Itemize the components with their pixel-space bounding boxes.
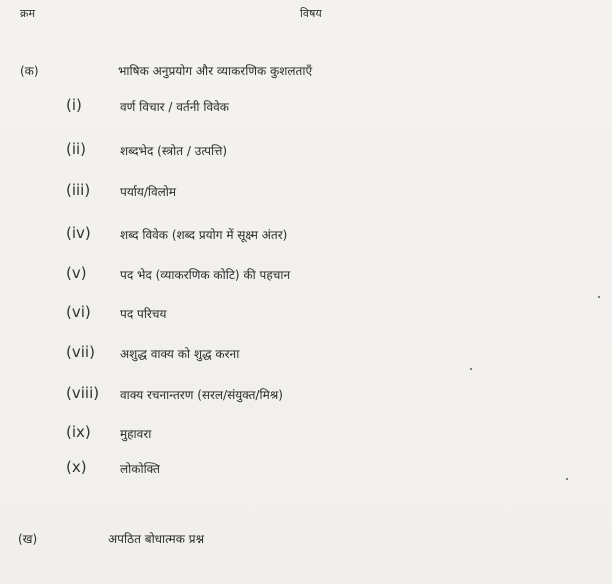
item-text: शब्द विवेक (शब्द प्रयोग में सूक्ष्म अंतर) — [120, 228, 288, 242]
item-number: (v) — [66, 264, 87, 282]
list-item — [0, 423, 612, 445]
item-number: (viii) — [66, 384, 100, 402]
section-a-label: (क) — [20, 64, 39, 78]
column-header-kram: क्रम — [20, 7, 36, 20]
item-text: मुहावरा — [120, 427, 152, 441]
item-number: (iv) — [66, 224, 91, 242]
item-text: अशुद्ध वाक्य को शुद्ध करना — [120, 347, 240, 361]
item-text: वर्ण विचार / वर्तनी विवेक — [120, 100, 230, 114]
item-number: (ii) — [66, 140, 87, 158]
list-item — [0, 264, 612, 286]
list-item — [0, 96, 612, 118]
section-a-title: भाषिक अनुप्रयोग और व्याकरणिक कुशलताएँ — [118, 64, 313, 78]
scan-speck — [566, 478, 568, 480]
item-text: पद परिचय — [120, 307, 167, 321]
list-item — [0, 343, 612, 365]
item-number: (ix) — [66, 423, 91, 441]
list-item — [0, 303, 612, 325]
list-item — [0, 384, 612, 406]
item-text: वाक्य रचनान्तरण (सरल/संयुक्त/मिश्र) — [120, 388, 283, 402]
list-item — [0, 224, 612, 246]
column-header-vishay: विषय — [300, 7, 322, 20]
item-number: (x) — [66, 458, 87, 476]
item-text: लोकोक्ति — [120, 462, 160, 476]
scan-speck — [470, 368, 472, 370]
item-text: पर्याय/विलोम — [120, 185, 177, 199]
list-item — [0, 458, 612, 480]
item-number: (vi) — [66, 303, 91, 321]
item-text: पद भेद (व्याकरणिक कोटि) की पहचान — [120, 268, 291, 282]
list-item — [0, 181, 612, 203]
section-b-title: अपठित बोधात्मक प्रश्न — [108, 532, 205, 546]
scan-speck — [598, 296, 600, 298]
list-item — [0, 140, 612, 162]
item-number: (iii) — [66, 181, 91, 199]
item-number: (i) — [66, 96, 82, 114]
item-number: (vii) — [66, 343, 95, 361]
item-text: शब्दभेद (स्त्रोत / उत्पत्ति) — [120, 144, 228, 158]
section-b-label: (ख) — [18, 532, 38, 546]
